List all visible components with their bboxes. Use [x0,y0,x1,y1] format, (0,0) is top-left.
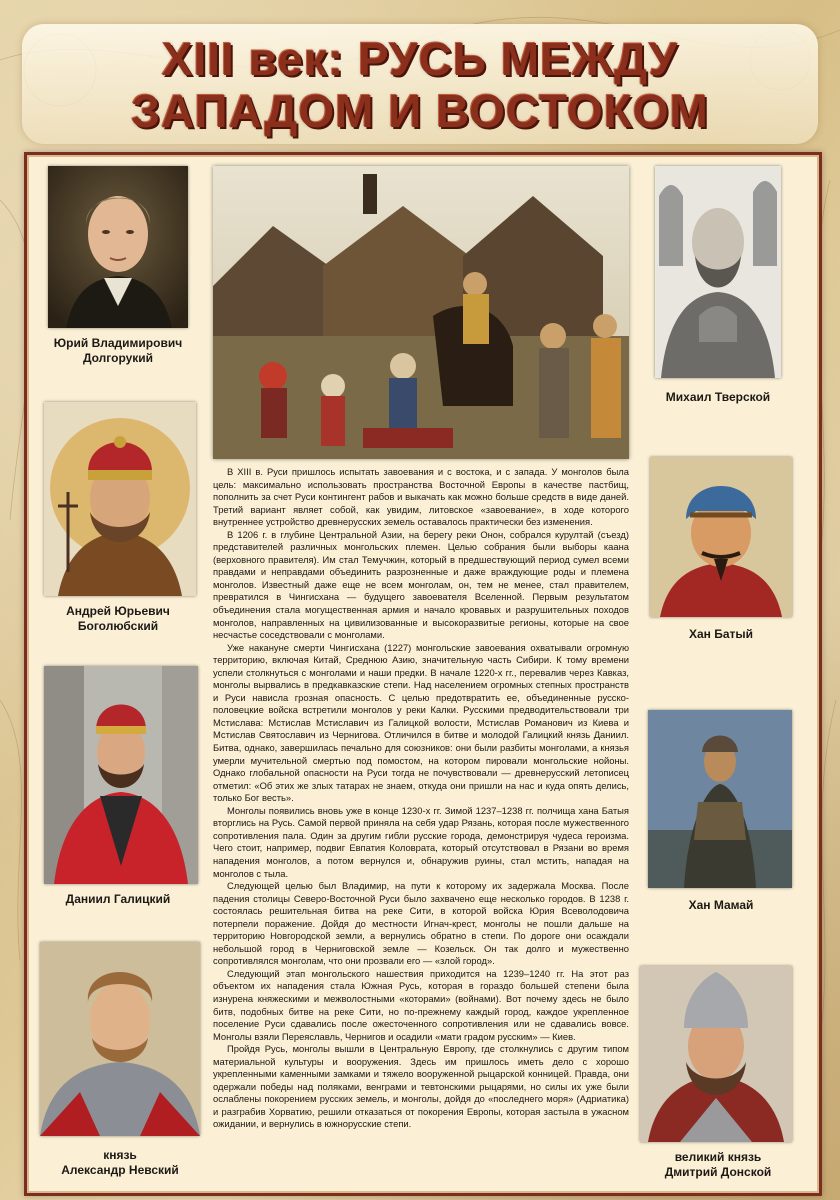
article-paragraph: Монголы появились вновь уже в конце 1230-х гг. Зимой 1237–1238 гг. полчища хана Батыя вторглись на Русь. Самой первой приняла на себя удар Рязань, которая после мужественного сопротивления пала. Один за другим гибли русские города, демонстрируя чудеса героизма. Чего стоит, например, подвиг Евпатия Коловрата, который отсутствовал в Рязани во время нападения монголов, а потом вернулся и, обнаружив руины, стал мстить, нападая на монголов с тыла. [213,804,629,879]
caption-line: князь [103,1148,137,1162]
caption-khan-mamai [646,898,796,913]
portrait-alexander-nevsky [40,942,200,1136]
portrait-andrei-bogolyubsky [44,402,196,596]
caption-line: Дмитрий Донской [664,1165,772,1179]
caption-dmitry-donskoy [640,1150,796,1180]
portrait-khan-mamai [648,710,792,888]
caption-alexander-nevsky [40,1148,200,1178]
caption-line: великий князь [674,1150,762,1164]
caption-line: Юрий Владимирович [53,336,183,350]
caption-daniil-galitsky [40,892,196,907]
portrait-daniil-galitsky [44,666,198,884]
portrait-dmitry-donskoy [640,966,792,1142]
caption-khan-batu [646,627,796,642]
caption-line: Хан Батый [688,627,754,641]
caption-line: Александр Невский [61,1163,179,1177]
article-paragraph: Пройдя Русь, монголы вышли в Центральную Европу, где столкнулись с другим типом материальной культуры и вооружения. Здесь им пришлось иметь дело с хорошо укрепленными каменными замками и тяжело вооруженной рыцарской конницей. Правда, они одержали победы над поляками, венграми и тевтонскими рыцарями, но силы их уже были ослаблены покорением русских земель, и монголы, дойдя до «последнего моря» (Адриатика) и разграбив Хорватию, решили отказаться от покорения Европы, которая застыла в ужасном ожидании, и вернулись в южнорусские степи. [213,1043,629,1130]
article-paragraph: В XIII в. Руси пришлось испытать завоевания и с востока, и с запада. У монголов была цель: максимально использовать пространства Восточной Европы в качестве пастбищ, пополнить за счет Руси контингент рабов и выкачать как можно больше средств в виде даней. Третий вариант являет собой, как увидим, литовское «завоевание», в ходе которого внутреннее устройство древнерусских земель оставалось практически без изменения. [213,466,629,528]
caption-mikhail-tverskoy [646,390,790,405]
page-title-line-1: XIII век: РУСЬ МЕЖДУ [161,33,679,85]
portrait-yuri-dolgoruky [48,166,188,328]
painting-tribute-collection [213,166,629,459]
caption-line: Долгорукий [82,351,154,365]
portrait-mikhail-tverskoy [655,166,781,378]
caption-yuri-dolgoruky [40,336,196,366]
caption-line: Михаил Тверской [665,390,771,404]
article-paragraph: Уже накануне смерти Чингисхана (1227) монгольские завоевания охватывали огромную территорию, включая Китай, Среднюю Азию, значительную часть Сибири. К тому времени успели столкнуться с монголами и наши предки. В начале 1220-х гг., перевалив через Кавказ, монголы вырвались в предкавказские степи. Над населением огромных степных пространств и Руси нависла грозная опасность. С целью предотвратить ее, объединенные русско-половецкие войска встретили монголов у реки Калки. Русскими предводительствовали три Мстислава: Мстислав Мстиславич из Галицкой волости, Мстислав Романович из Киева и Мстислав Святославич из Чернигова. Отличился в битве и молодой Галицкий князь Даниил. Битва, однако, завершилась печально для союзников: они были разбиты монголами, а князья умерли мучительной смертью под помостом, на котором пировали монгольские нойоны. Однако глобальной опасности на Руси тогда не почувствовали — древнерусский летописец отметил: «Об этих же злых татарах не знаем, откуда они пришли на нас и куда опять делись, только Бог весть». [213,641,629,804]
article-text [213,466,629,1172]
portrait-khan-batu [650,457,792,617]
article-paragraph: Следующей целью был Владимир, на пути к которому их задержала Москва. После падения столицы Северо-Восточной Руси было захвачено еще несколько городов. В 1238 г. состоялась решительная битва на реке Сити, в которой войска Юрия Всеволодовича потерпели поражение. Дойдя до местности Игнач-крест, монголы не пошли дальше на территорию Новгородской земли, а вернулись обратно в степи. По дороге они осаждали небольшой город в Черниговской земле — Козельск. Он так долго и мужественно сопротивлялся монголам, что они прозвали его — «злой город». [213,880,629,967]
caption-line: Хан Мамай [688,898,754,912]
caption-line: Андрей Юрьевич [66,604,170,618]
caption-line: Даниил Галицкий [65,892,171,906]
caption-line: Боголюбский [77,619,159,633]
page-title-line-2: ЗАПАДОМ И ВОСТОКОМ [131,85,709,137]
article-paragraph: Следующий этап монгольского нашествия приходится на 1239–1240 гг. На этот раз объектом их нападения стала Южная Русь, которая в гораздо большей степени была изнурена княжескими и межволостными «которами» (войнами). Вот почему здесь не было битв, подобных битве на реке Сити, но по-прежнему каждый город, каждое укрепленное поселение Руси сдавались после ожесточенного сопротивления или не сдавались вовсе. Монголы взяли Переяславль, Чернигов и осадили «мати градом русским» — Киев. [213,967,629,1042]
article-paragraph: В 1206 г. в глубине Центральной Азии, на берегу реки Онон, собрался курултай (съезд) представителей различных монгольских племен. Целью собрания были выборы каана (верховного правителя). Им стал Темучжин, который в предшествующий период сумел всеми правдами и неправдами объединить разрозненные и даже враждующие роды и племена монголов. Известный даже еще не всем монголам, он, тем не менее, стал правителем, превратился в Чингисхана — будущего завоевателя Вселенной. Первым результатом объединения стала могущественная армия и начало кровавых и разрушительных походов монголов, направленных на цивилизованные и высокоразвитые регионы, которые на свое несчастье соседствовали с монголами. [213,528,629,641]
caption-andrei-bogolyubsky [40,604,196,634]
